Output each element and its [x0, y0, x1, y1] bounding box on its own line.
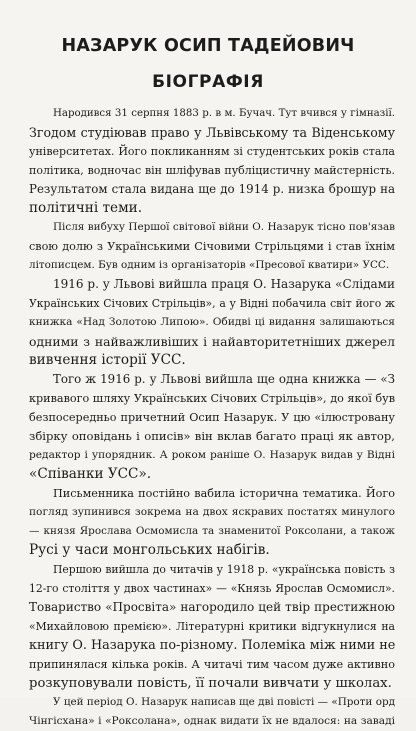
text-line: 1916 р. у Львові вийшла праця О. Назарука «Слідами	[53, 277, 395, 291]
text-line: Народився 31 серпня 1883 р. в м. Бучач. Тут вчився у гімназії.	[53, 108, 395, 119]
text-line: збірку оповідань і описів» він вклав багато праці як автор,	[29, 429, 395, 443]
text-line: «Співанки УСС».	[29, 466, 152, 482]
text-line: літописцем. Був одним із організаторів «Пресової кватири» УСС.	[29, 259, 390, 271]
text-line: 12-го століття у двох частинах» — «Князь Ярослав Осмомисл».	[29, 582, 395, 595]
text-line: книгу О. Назарука по-різному. Полеміка між ними не	[29, 638, 395, 653]
text-line: кривавого шляху Українських Січових Стрільців», до якої був	[29, 392, 395, 405]
text-line: Результатом стала видана ще до 1914 р. низка брошур на	[29, 182, 395, 196]
text-line: Першою вийшла до читачів у 1918 р. «українська повість з	[53, 563, 395, 576]
text-line: політичні теми.	[29, 200, 143, 216]
text-line: «Михайловою премією». Літературні критики відгукнулися на	[29, 620, 395, 633]
text-line: Письменника постійно вабила історична тематика. Його	[53, 487, 395, 500]
text-line: Того ж 1916 р. у Львові вийшла ще одна книжка — «З	[53, 372, 395, 386]
text-line: безпосередньо причетний Осип Назарук. У цю «ілюстровану	[29, 411, 395, 424]
text-line: Чінгісхана» і «Роксолана», однак видати їх не вдалося: на заваді	[29, 715, 395, 727]
text-line: припинялася кілька років. А читачі тим часом дуже активно	[29, 658, 395, 671]
biography-text	[29, 104, 395, 731]
text-line: політика, водночас він шліфував публіцистичну майстерність.	[29, 164, 395, 177]
text-line: Після вибуху Першої світової війни О. Назарук тісно пов'язав	[53, 221, 395, 233]
text-line: Русі у часи монгольських набігів.	[29, 542, 270, 558]
text-line: свою долю з Українськими Січовими Стрільцями і став їхнім	[29, 240, 395, 253]
text-line: Товариство «Просвіта» нагородило цей твір престижною	[29, 600, 395, 614]
text-line: розкуповували повість, її почали вивчати у школах.	[29, 676, 392, 691]
text-line: погляд зупинився зокрема на двох яскравих постатях минулого	[29, 506, 395, 518]
page-title: НАЗАРУК ОСИП ТАДЕЙОВИЧ	[61, 36, 355, 56]
text-line: — князя Ярослава Осмомисла та знаменитої Роксолани, а також	[29, 525, 395, 537]
text-line: редактор і упорядник. А роком раніше О. Назарук видав у Відні	[29, 449, 395, 461]
section-heading: БІОГРАФІЯ	[152, 72, 264, 92]
text-line: одними з найважливіших і найавторитетніших джерел	[29, 334, 395, 349]
text-line: університетах. Його покликанням зі студентських років стала	[29, 145, 395, 158]
text-line: вивчення історії УСС.	[29, 352, 186, 368]
text-line: Українських Січових Стрільців», а у Відні побачила світ його ж	[29, 297, 395, 310]
text-line: книжка «Над Золотою Липою». Обидві ці видання залишаються	[29, 316, 395, 328]
text-line: У цей період О. Назарук написав ще дві повісті — «Проти орд	[53, 696, 395, 708]
text-line: Згодом студіював право у Львівському та Віденському	[29, 125, 395, 140]
